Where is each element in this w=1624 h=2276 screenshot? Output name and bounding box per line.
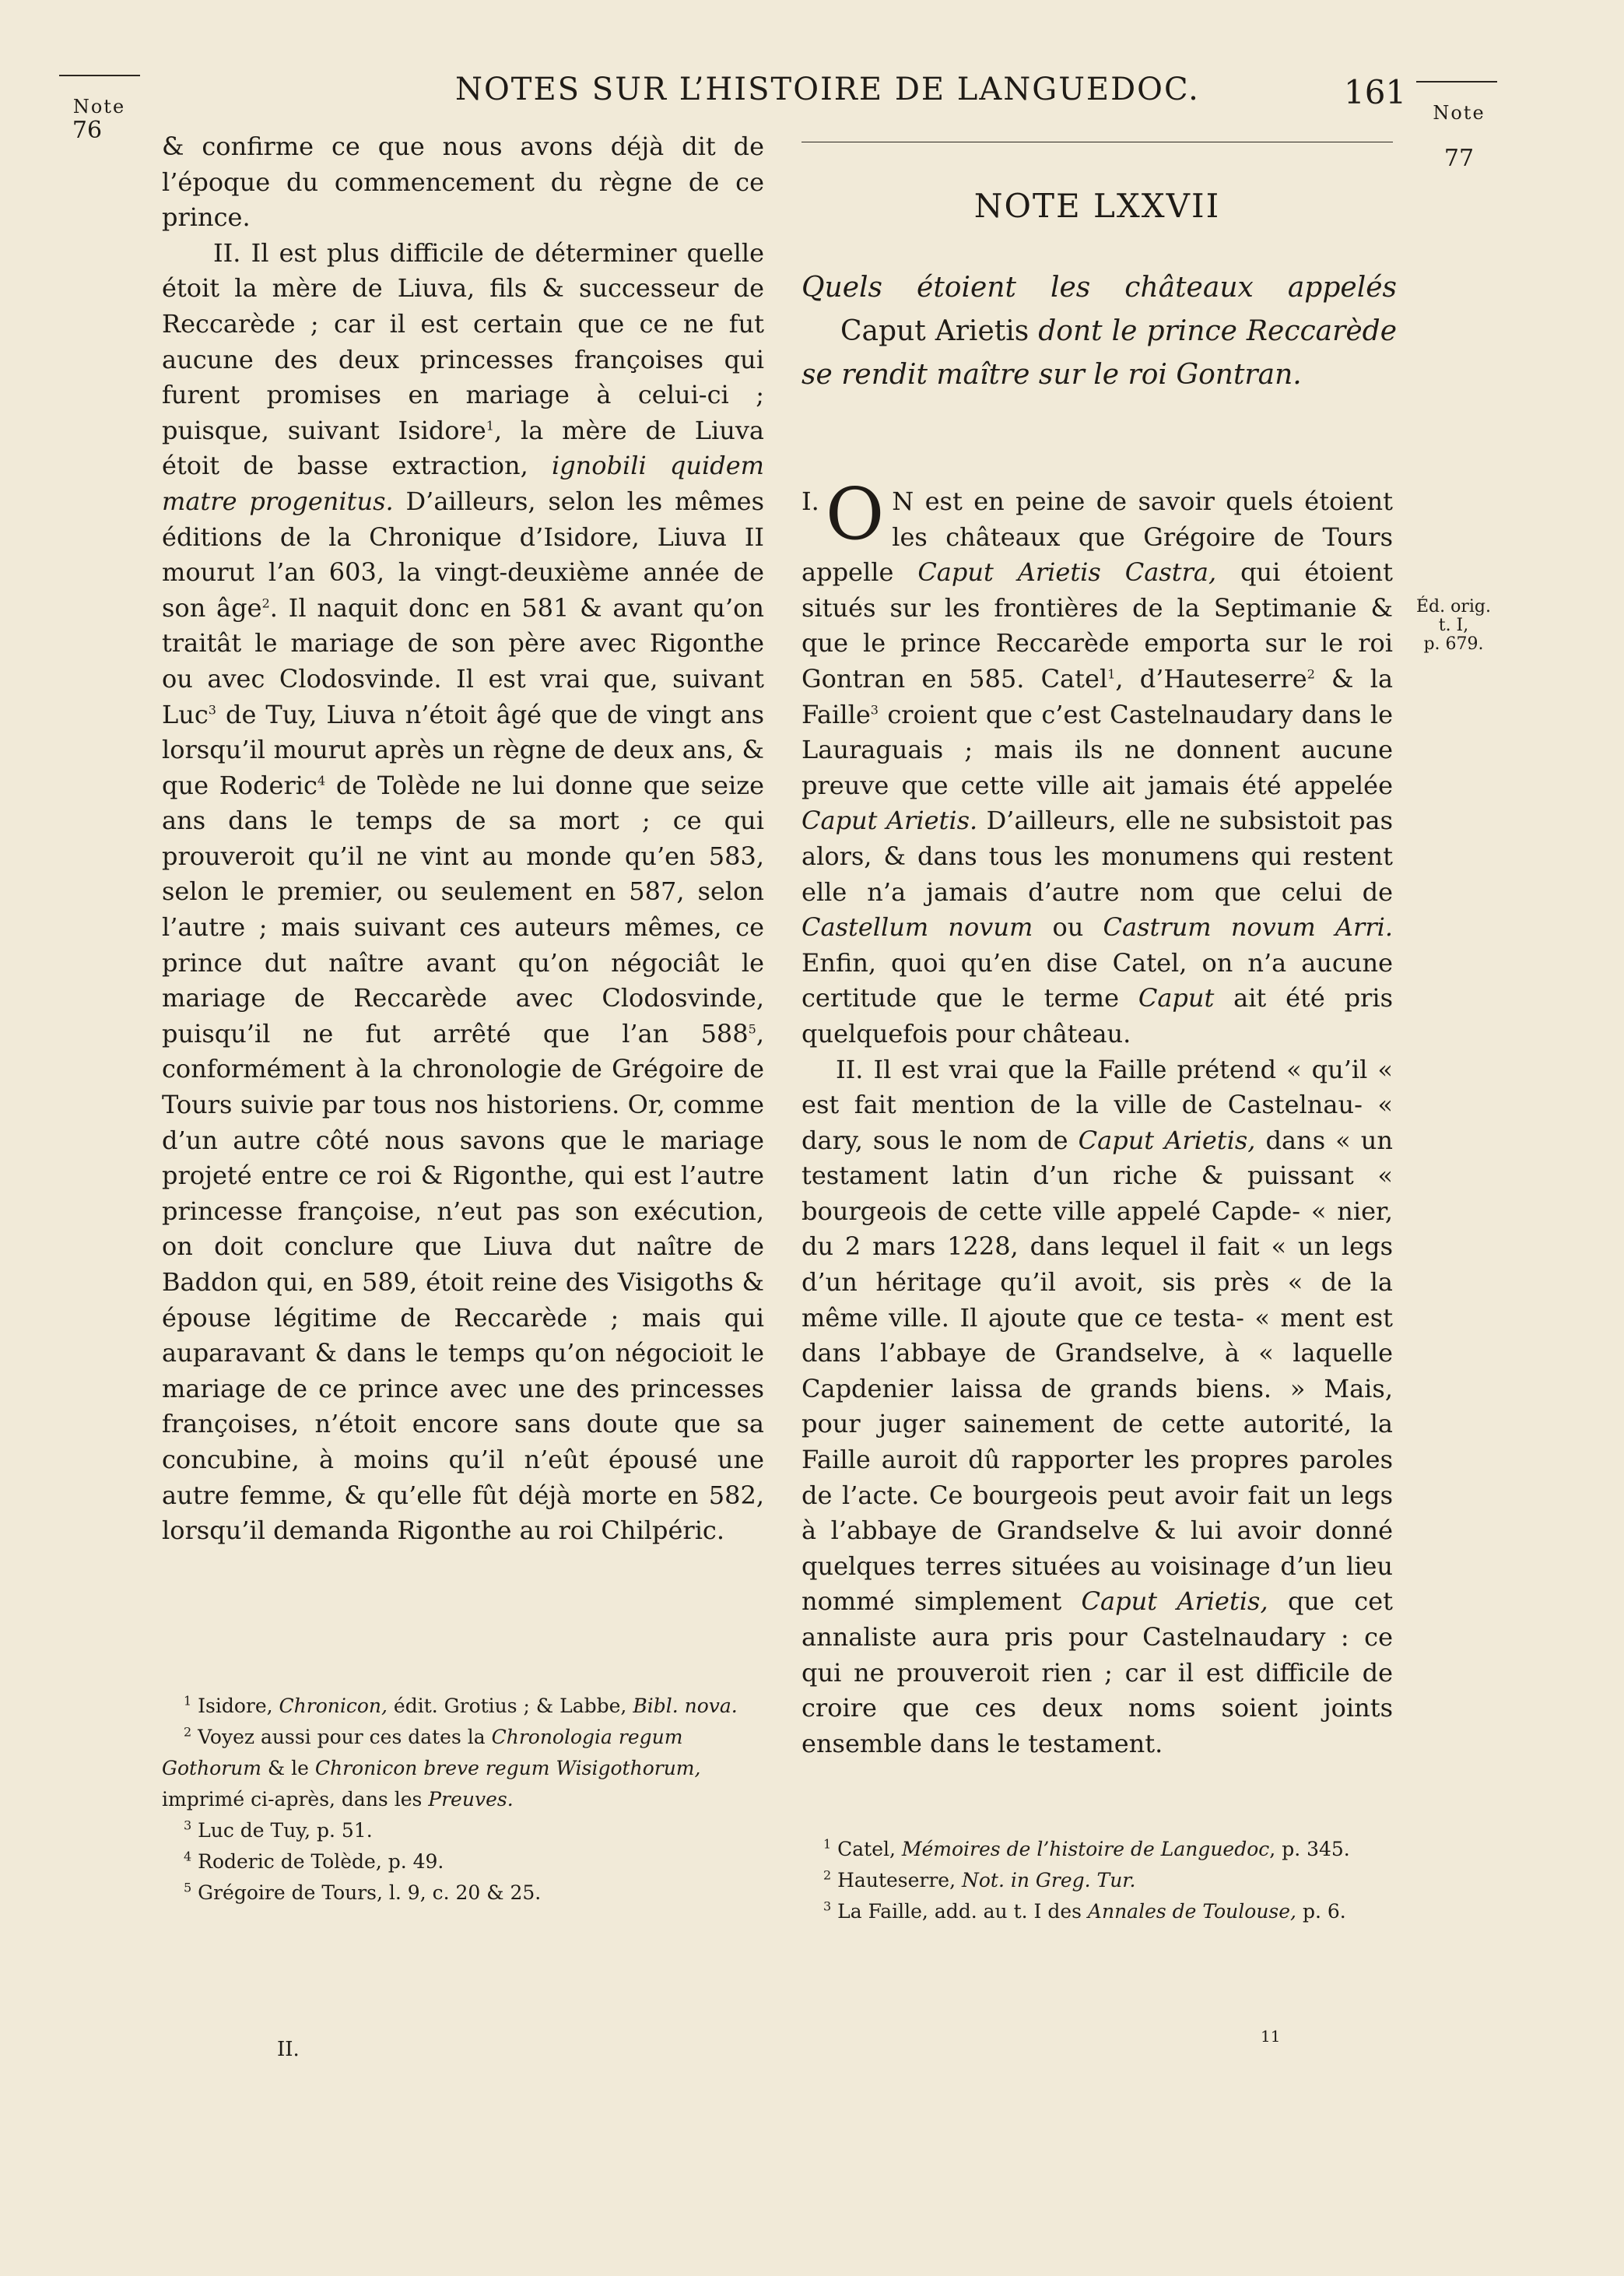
left-footnotes	[162, 1691, 764, 1909]
right-note-label: Note	[1433, 102, 1485, 124]
footnote-ref-3[interactable]: 3	[208, 701, 216, 717]
footnote-ref-5[interactable]: 5	[748, 1021, 756, 1037]
footnote-ref-r3[interactable]: 3	[870, 701, 879, 717]
right-paragraph-1: I. O N est en peine de savoir quels étoient les châteaux que Grégoire de Tours appelle Caput Arietis Castra, qui étoient situés sur les frontières de la Septimanie & que le prince Reccarède emporta sur le roi Gontran en 585. Catel$^1$, d’Hauteserre$^2$ & la Faille$^3$ croient que c’est Castelnaudary dans le Lauraguais ; mais ils ne donnent aucune preuve que cette ville ait jamais été appelée Caput Arietis. D’ailleurs, elle ne subsistoit pas alors, & dans tous les monumens qui restent elle n’a jamais d’autre nom que celui de Castellum novum ou Castrum novum Arri. Enfin, quoi qu’en dise Catel, on n’a aucune certitude que le terme Caput ait été pris quelquefois pour château.	[801, 472, 1394, 1048]
right-margin-rule	[1416, 81, 1497, 83]
left-paragraph-2: II. Il est plus difficile de déterminer quelle étoit la mère de Liuva, fils & successeur de Reccarède ; car il est certain que ce ne fut aucune des deux princesses françoises qui furent promises en mariage à celui-ci ; puisque, suivant Isidore$^1$, la mère de Liuva étoit de basse extraction, ignobili quidem matre progenitus. D’ailleurs, selon les mêmes éditions de la Chronique d’Isidore, Liuva II mourut l’an 603, la vingt-deuxième année de son âge$^2$. Il naquit donc en 581 & avant qu’on traitât le mariage de son père avec Rigonthe ou avec Clodosvinde. Il est vrai que, suivant Luc$^3$ de Tuy, Liuva n’étoit âgé que de vingt ans lorsqu’il mourut après un règne de deux ans, & que Roderic$^4$ de Tolède ne lui donne que seize ans dans le temps de sa mort ; ce qui prouveroit qu’il ne vint au monde qu’en 583, selon le premier, ou seulement en 587, selon l’autre ; mais suivant ces auteurs mêmes, ce prince dut naître avant qu’on négociât le mariage de Reccarède avec Clodosvinde, puisqu’il ne fut arrêté que l’an $588^5$, conformément à la chronologie de Grégoire de Tours suivie par tous nos historiens. Or, comme d’un autre côté nous savons que le mariage projeté entre ce roi & Rigonthe, qui est l’autre princesse françoise, n’eut pas son exécution, on doit conclure que Liuva dut naître de Baddon qui, en 589, étoit reine des Visigoths & épouse légitime de Reccarède ; mais qui auparavant & dans le temps qu’on négocioit le mariage de ce prince avec une des princesses françoises, n’étoit encore sans doute que sa concubine, à moins qu’il n’eût épousé une autre femme, & qu’elle fût déjà morte en 582, lorsqu’il demanda Rigonthe au roi Chilpéric.	[162, 237, 765, 1546]
running-title: NOTES SUR L’HISTOIRE DE LANGUEDOC.	[455, 72, 1200, 107]
signature-right: 11	[1261, 2027, 1281, 2046]
right-footnote-1: $^1$ Catel, Mémoires de l’histoire de Languedoc, p. 345.	[823, 1836, 1350, 1860]
left-footnote-5: $^5$ Grégoire de Tours, l. 9, c. 20 & 25.	[184, 1880, 542, 1904]
footnote-ref-2[interactable]: 2	[261, 595, 270, 611]
left-column	[162, 129, 764, 1549]
left-footnote-2: $^2$ Voyez aussi pour ces dates la Chronologia regum Gothorum & le Chronicon breve regum Wisigothorum, imprimé ci-après, dans les Preuves.	[162, 1724, 701, 1811]
signature-left: II.	[277, 2038, 300, 2061]
right-column	[801, 472, 1394, 1761]
note-heading: NOTE LXXVII	[973, 187, 1221, 225]
left-footnote-1: $^1$ Isidore, Chronicon, édit. Grotius ; & Labbe, Bibl. nova.	[184, 1693, 738, 1717]
dropcap-letter: O	[825, 472, 885, 556]
footnote-ref-1[interactable]: 1	[486, 418, 494, 434]
footnote-ref-r2[interactable]: 2	[1307, 666, 1315, 682]
page-number: 161	[1344, 73, 1407, 111]
footnote-ref-4[interactable]: 4	[317, 773, 326, 789]
left-note-label: Note	[72, 96, 126, 118]
margin-edition-note: Éd. orig. t. I, p. 679.	[1415, 597, 1491, 654]
left-paragraph-1: & confirme ce que nous avons déjà dit de l’époque du commencement du règne de ce prince.	[162, 132, 764, 233]
left-footnote-4: $^4$ Roderic de Tolède, p. 49.	[184, 1849, 444, 1873]
footnote-ref-r1[interactable]: 1	[1107, 666, 1116, 682]
right-footnote-2: $^2$ Hauteserre, Not. in Greg. Tur.	[823, 1867, 1136, 1891]
right-footnote-3: $^3$ La Faille, add. au t. I des Annales de Toulouse, p. 6.	[823, 1898, 1346, 1923]
note-subtitle: Quels étoient les châteaux appelés Caput Arietis dont le prince Reccarède se rendit maître sur le roi Gontran.	[801, 272, 1397, 391]
right-note-number: 77	[1443, 145, 1475, 172]
paragraph-numeral: I.	[801, 486, 819, 516]
right-paragraph-2: II. Il est vrai que la Faille prétend « qu’il « est fait mention de la ville de Castelnau- « dary, sous le nom de Caput Arietis, dans « un testament latin d’un riche & puissant « bourgeois de cette ville appelé Capde- « nier, du 2 mars 1228, dans lequel il fait « un legs d’un héritage qu’il avoit, sis près « de la même ville. Il ajoute que ce testa- « ment est dans l’abbaye de Grandselve, à « laquelle Capdenier laissa de grands biens. » Mais, pour juger sainement de cette autorité, la Faille auroit dû rapporter les propres paroles de l’acte. Ce bourgeois peut avoir fait un legs à l’abbaye de Grandselve & lui avoir donné quelques terres situées au voisinage d’un lieu nommé simplement Caput Arietis, que cet annaliste aura pris pour Castelnaudary : ce qui ne prouveroit rien ; car il est difficile de croire que ces deux noms soient joints ensemble dans le testament.	[801, 1054, 1394, 1758]
right-footnotes	[801, 1834, 1393, 1927]
left-footnote-3: $^3$ Luc de Tuy, p. 51.	[184, 1818, 373, 1842]
left-note-number: 76	[72, 117, 103, 144]
left-margin-rule	[59, 75, 140, 76]
